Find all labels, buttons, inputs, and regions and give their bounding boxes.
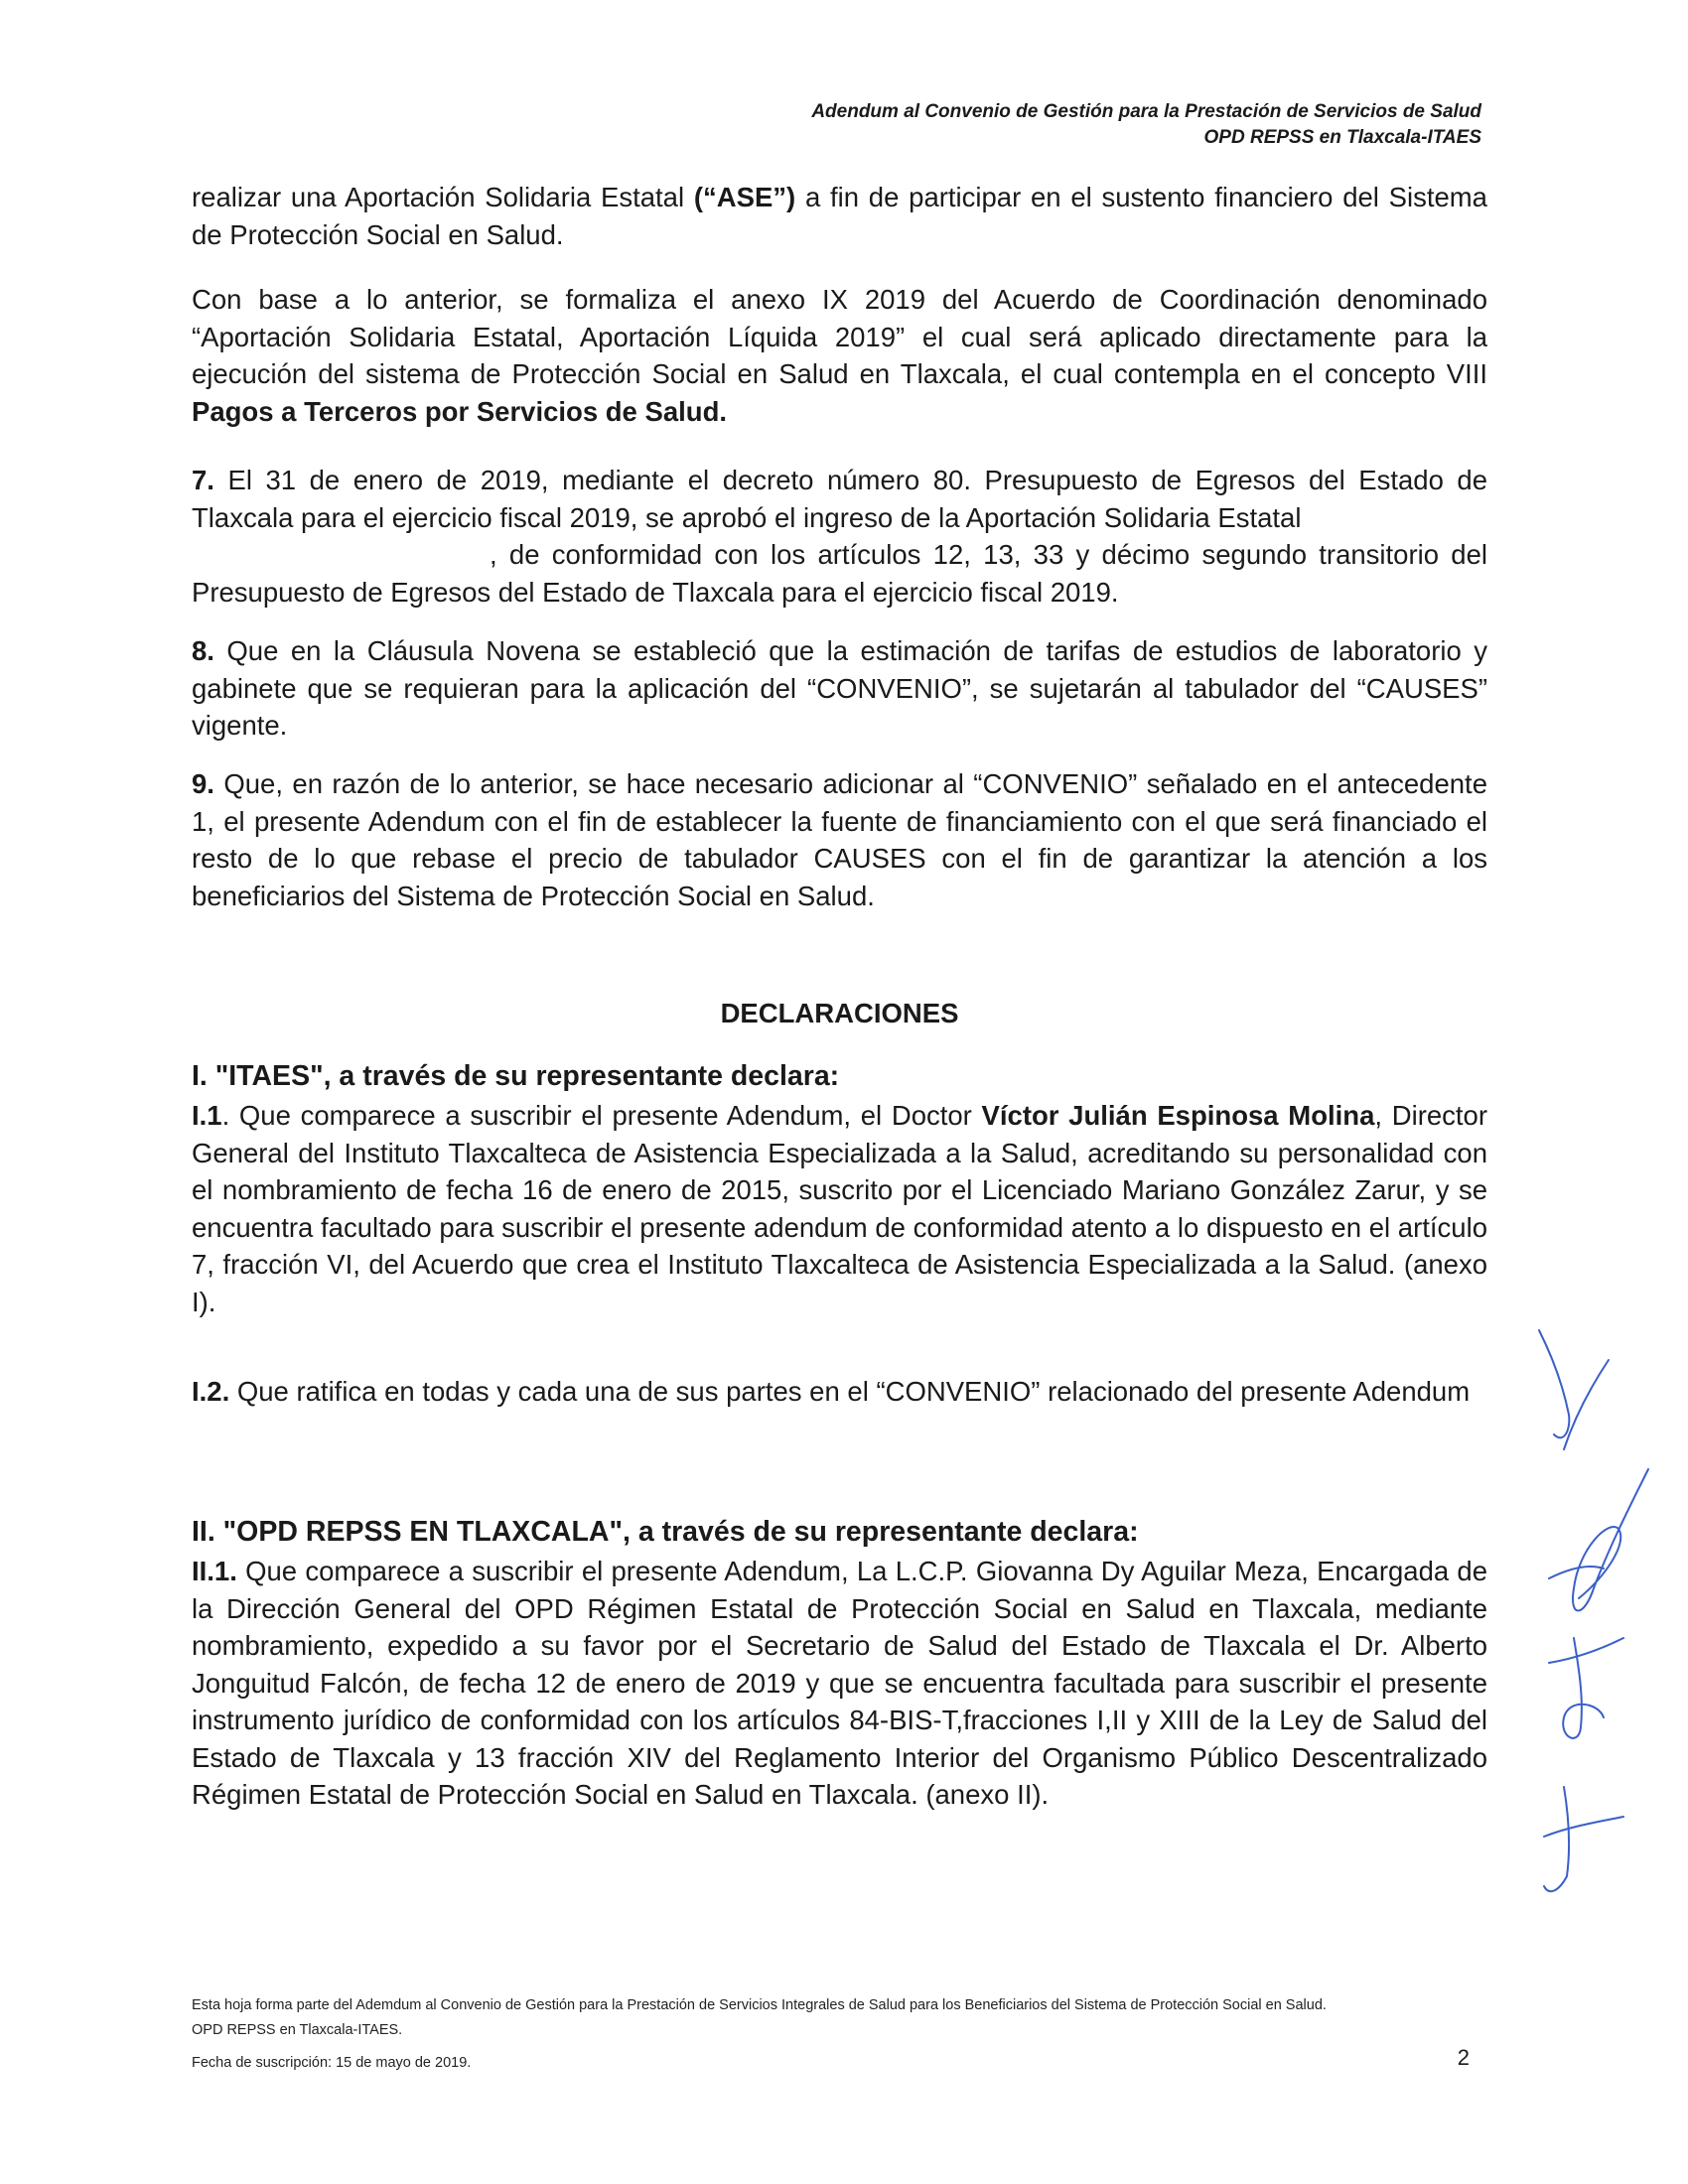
footer-note: Esta hoja forma parte del Ademdum al Convenio de Gestión para la Prestación de Servicios Integrales de Salud para los Beneficiarios del Sistema de Protección Social en Salud.	[192, 1997, 1327, 2013]
p1-ase-label: (“ASE”)	[693, 182, 796, 212]
p2-concept-bold: Pagos a Terceros por Servicios de Salud.	[192, 395, 728, 427]
signature-initial-2	[1549, 1469, 1648, 1611]
p6-text-b: , Director General del Instituto Tlaxcalteca de Asistencia Especializada a la Salud, acreditando su personalidad con el nombramiento de fecha 16 de enero de 2015, suscrito por el Licenciado Mariano González Zarur, y se encuentra facultado para suscribir el presente adendum de conformidad atento a lo dispuesto en el artículo 7, fracción VI, del Acuerdo que crea el Instituto Tlaxcalteca de Asistencia Especializada a la Salud. (anexo I).	[192, 1100, 1487, 1317]
footer-date: Fecha de suscripción: 15 de mayo de 2019.	[192, 2055, 472, 2071]
paragraph-antecedente-8	[192, 632, 1487, 745]
signature-initial-1	[1539, 1330, 1609, 1449]
paragraph-declaracion-ii1	[192, 1553, 1487, 1814]
p8-number: II.1.	[192, 1556, 237, 1586]
p7-number: I.2.	[192, 1376, 230, 1407]
declaraciones-title: DECLARACIONES	[720, 998, 959, 1028]
footer-parties: OPD REPSS en Tlaxcala-ITAES.	[192, 2022, 403, 2038]
page-number: 2	[1457, 2045, 1470, 2070]
p3-number: 7.	[192, 465, 214, 495]
section-opd-repss-heading: II. "OPD REPSS EN TLAXCALA", a través de su representante declara:	[192, 1516, 1139, 1548]
paragraph-ase	[192, 179, 1487, 253]
paragraph-antecedente-9	[192, 765, 1487, 914]
p5-text: Que, en razón de lo anterior, se hace necesario adicionar al “CONVENIO” señalado en el antecedente 1, el presente Adendum con el fin de establecer la fuente de financiamiento con el que será financiado el resto de lo que rebase el precio de tabulador CAUSES con el fin de garantizar la atención a los beneficiarios del Sistema de Protección Social en Salud.	[192, 768, 1487, 911]
document-header	[811, 99, 1481, 151]
p3-text-b: , de conformidad con los artículos 12, 13, 33 y décimo segundo transitorio del Presupuesto de Egresos del Estado de Tlaxcala para el ejercicio fiscal 2019.	[192, 539, 1487, 608]
p4-text: Que en la Cláusula Novena se estableció que la estimación de tarifas de estudios de laboratorio y gabinete que se requieran para la aplicación del “CONVENIO”, se sujetarán al tabulador del “CAUSES” vigente.	[192, 635, 1487, 741]
signature-initial-3	[1549, 1638, 1623, 1738]
p7-text: Que ratifica en todas y cada una de sus partes en el “CONVENIO” relacionado del presente Adendum	[229, 1376, 1471, 1407]
margin-signatures	[1509, 1320, 1668, 1916]
p6-number: I.1	[192, 1100, 222, 1131]
header-subtitle: OPD REPSS en Tlaxcala-ITAES	[1203, 127, 1481, 148]
paragraph-declaracion-i1	[192, 1097, 1487, 1320]
header-title: Adendum al Convenio de Gestión para la Prestación de Servicios de Salud	[811, 101, 1481, 122]
p8-text: Que comparece a suscribir el presente Adendum, La L.C.P. Giovanna Dy Aguilar Meza, Encargada de la Dirección General del OPD Régimen Estatal de Protección Social en Salud en Tlaxcala, mediante nombramiento, expedido a su favor por el Secretario de Salud del Estado de Tlaxcala el Dr. Alberto Jonguitud Falcón, de fecha 12 de enero de 2019 y que se encuentra facultada para suscribir el presente instrumento jurídico de conformidad con los artículos 84-BIS-T,fracciones I,II y XIII de la Ley de Salud del Estado de Tlaxcala y 13 fracción XIV del Reglamento Interior del Organismo Público Descentralizado Régimen Estatal de Protección Social en Salud en Tlaxcala. (anexo II).	[192, 1556, 1487, 1810]
p1-text-a: realizar una Aportación Solidaria Estatal	[192, 182, 694, 212]
p3-text-a: El 31 de enero de 2019, mediante el decreto número 80. Presupuesto de Egresos del Estado de Tlaxcala para el ejercicio fiscal 2019, se aprobó el ingreso de la Aportación Solidaria Estatal	[192, 465, 1487, 533]
p4-number: 8.	[192, 635, 214, 666]
p5-number: 9.	[192, 768, 214, 799]
paragraph-antecedente-7	[192, 462, 1487, 611]
paragraph-anexo-ix	[192, 281, 1487, 430]
p1-text-c: a fin de participar en el sustento financiero del Sistema de Protección Social en Salud.	[192, 182, 1487, 250]
section-itaes-heading: I. "ITAES", a través de su representante declara:	[192, 1060, 840, 1092]
p2-text-a: Con base a lo anterior, se formaliza el anexo IX 2019 del Acuerdo de Coordinación denominado “Aportación Solidaria Estatal, Aportación Líquida 2019” el cual será aplicado directamente para la ejecución del sistema de Protección Social en Salud en Tlaxcala, el cual contempla en el concepto VIII	[192, 284, 1487, 389]
signature-initial-4	[1544, 1787, 1623, 1891]
p6-text-a: . Que comparece a suscribir el presente Adendum, el Doctor	[221, 1100, 982, 1131]
paragraph-declaracion-i2	[192, 1373, 1487, 1411]
p6-signer-name: Víctor Julián Espinosa Molina	[981, 1100, 1375, 1131]
